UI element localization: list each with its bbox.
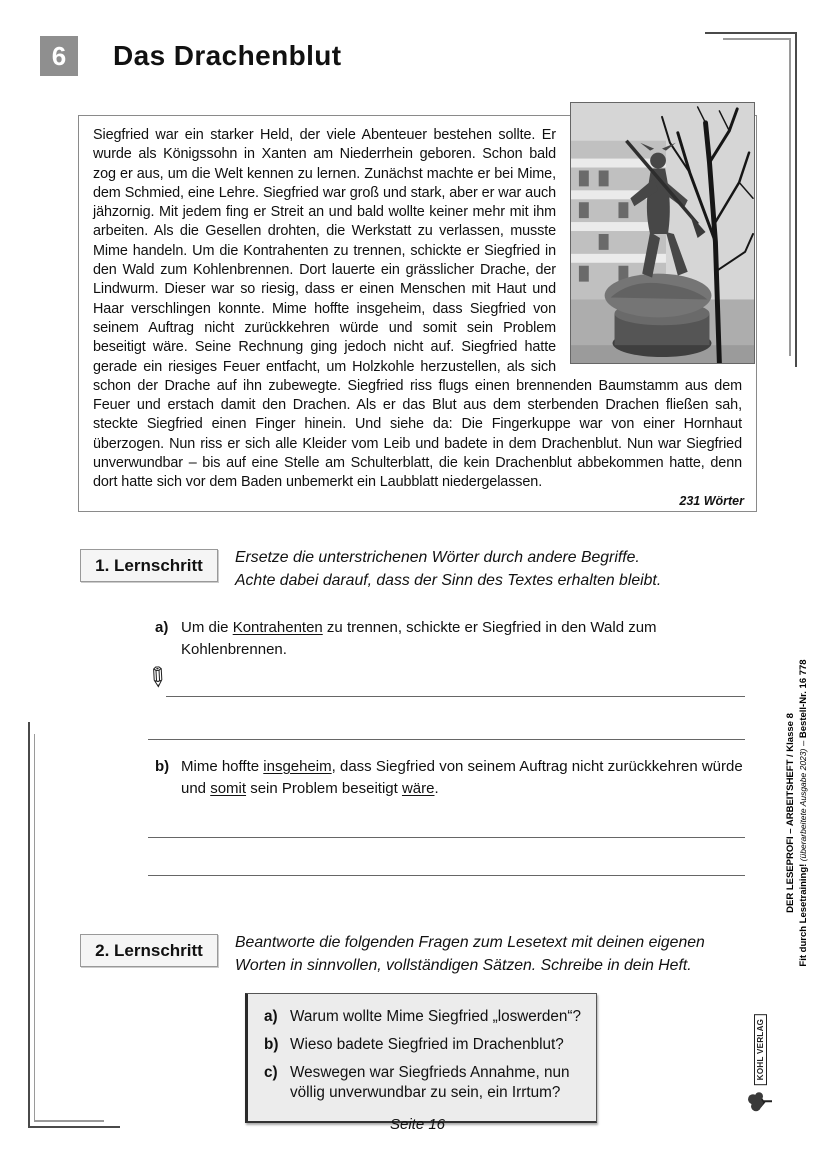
questions-panel [245,993,597,1123]
margin-series-title: DER LESEPROFI – ARBEITSHEFT / Klasse 8 [785,713,796,913]
item-text-segment: Um die [181,619,233,636]
item-label: b) [155,758,170,775]
item-text [181,756,751,799]
margin-publisher-info [784,659,810,966]
question-text: Wieso badete Siegfried im Drachenblut? [290,1036,564,1053]
item-text-segment: , dass Siegfried von seinem Auftrag nicht zurückkehren würde und [181,758,743,797]
page-number: Seite 16 [389,1116,446,1133]
margin-edition: (überarbeitete Ausgabe 2023) [798,748,808,864]
answer-line[interactable] [148,739,745,740]
passage-text: Siegfried war ein starker Held, der viele Abenteuer bestehen sollte. Er wurde als Königssohn in Xanten am Niederrhein geboren. Schon bald zog er aus, um die Welt kennen zu lernen. Zunächst machte er bei Mime, dem Schmied, eine Lehre. Siegfried war groß und stark, aber er war auch jähzornig. Mit jedem fing er Streit an und bald wollte keiner mehr mit ihm arbeiten. Als die Gesellen drohten, die Werkstatt zu verlassen, musste Mime handeln. Um die Kontrahenten zu trennen, schickte er Siegfried in den Wald zum Kohlenbrennen. Dort lauerte ein grässlicher Drache, der Lindwurm. Dieser war so riesig, dass er einen Menschen mit Haut und Haar verschlingen konnte. Mime hoffte insgeheim, dass Siegfried von seinem Auftrag nicht zurückkehren würde und somit sein Problem beseitigt wäre. Seine Rechnung ging jedoch nicht auf. Siegfried hatte gerade ein riesiges Feuer entfacht, um Holzkohle herzustellen, als sich schon der Drache auf ihn zubewegte. Siegfried riss flugs einen brennenden Baumstamm aus dem Feuer und erstach damit den Drachen. Als er das Blut aus dem sterbenden Drachen fließen sah, steckte Siegfried einen Finger hinein. Und siehe da: Die Fingerkuppe war von einer Hornhaut überzogen. Nun riss er sich alle Kleider vom Leib und badete in dem Drachenblut. Nun war Siegfried unverwundbar – bis auf eine Stelle am Schulterblatt, die kein Drachenblut abbekommen hatte, denn dort hatte sich vor dem Baden unbemerkt ein Laubblatt niedergelassen. [93,127,742,491]
answer-line[interactable] [166,696,745,697]
instruction-line: Worten in sinnvollen, vollständigen Sätzen. Schreibe in dein Heft. [235,956,692,974]
lernschritt-1-instruction [235,547,661,592]
question-label: c) [264,1064,278,1081]
item-text [181,617,696,660]
page-title: Das Drachenblut [113,40,342,71]
item-text-segment: zu trennen, schickte er Siegfried in den Wald zum Kohlenbrennen. [181,619,657,658]
kohl-verlag-logo [747,1014,773,1114]
question-text: Weswegen war Siegfrieds Annahme, nun völlig unverwundbar zu sein, ein Irrtum? [290,1064,570,1101]
answer-line[interactable] [148,875,745,876]
statue-photo-illustration [571,103,754,363]
item-text-segment: Mime hoffte [181,758,264,775]
corner-decoration-top-right [795,32,797,367]
margin-edition-info [797,659,810,966]
margin-order-number: Bestell-Nr. 16 778 [798,659,809,739]
question-label: a) [264,1008,278,1025]
corner-decoration-top-right [723,38,791,40]
corner-decoration-bottom-left [28,722,30,1128]
corner-decoration-top-right [789,38,791,356]
item-label: a) [155,619,169,636]
underlined-word: wäre [401,779,435,797]
question-row [264,1035,582,1055]
exercise-item-a [155,617,696,660]
instruction-line: Beantworte die folgenden Fragen zum Lesetext mit deinen eigenen [235,934,705,951]
item-text-segment: . [434,779,439,797]
margin-separator: – [798,738,809,749]
margin-subtitle: Fit durch Lesetraining! [798,863,809,967]
instruction-line: Ersetze die unterstrichenen Wörter durch andere Begriffe. [235,549,640,566]
answer-line[interactable] [148,837,745,838]
question-row [264,1007,582,1027]
pencil-icon: ✎ [139,658,176,696]
publisher-name: KOHL VERLAG [754,1014,767,1085]
corner-decoration-bottom-left [34,734,36,1121]
question-row [264,1063,582,1103]
underlined-word: somit [210,779,247,797]
corner-decoration-top-right [705,32,797,34]
lernschritt-2-label: 2. Lernschritt [80,934,218,967]
siegfried-statue-photo [570,102,755,364]
lernschritt-1-label: 1. Lernschritt [80,549,218,582]
instruction-line: Achte dabei darauf, dass der Sinn des Textes erhalten bleibt. [235,571,662,589]
underlined-word: Kontrahenten [232,619,323,636]
question-text: Warum wollte Mime Siegfried „loswerden“? [290,1008,582,1025]
word-count: 231 Wörter [679,494,744,508]
chapter-number-badge: 6 [40,36,78,76]
exercise-item-b [155,756,751,799]
question-label: b) [264,1036,279,1053]
item-text-segment: sein Problem beseitigt [246,779,402,797]
underlined-word: insgeheim [263,758,332,775]
reading-passage-box [78,115,757,512]
lernschritt-2-instruction [235,932,705,977]
tree-icon [747,1088,773,1114]
